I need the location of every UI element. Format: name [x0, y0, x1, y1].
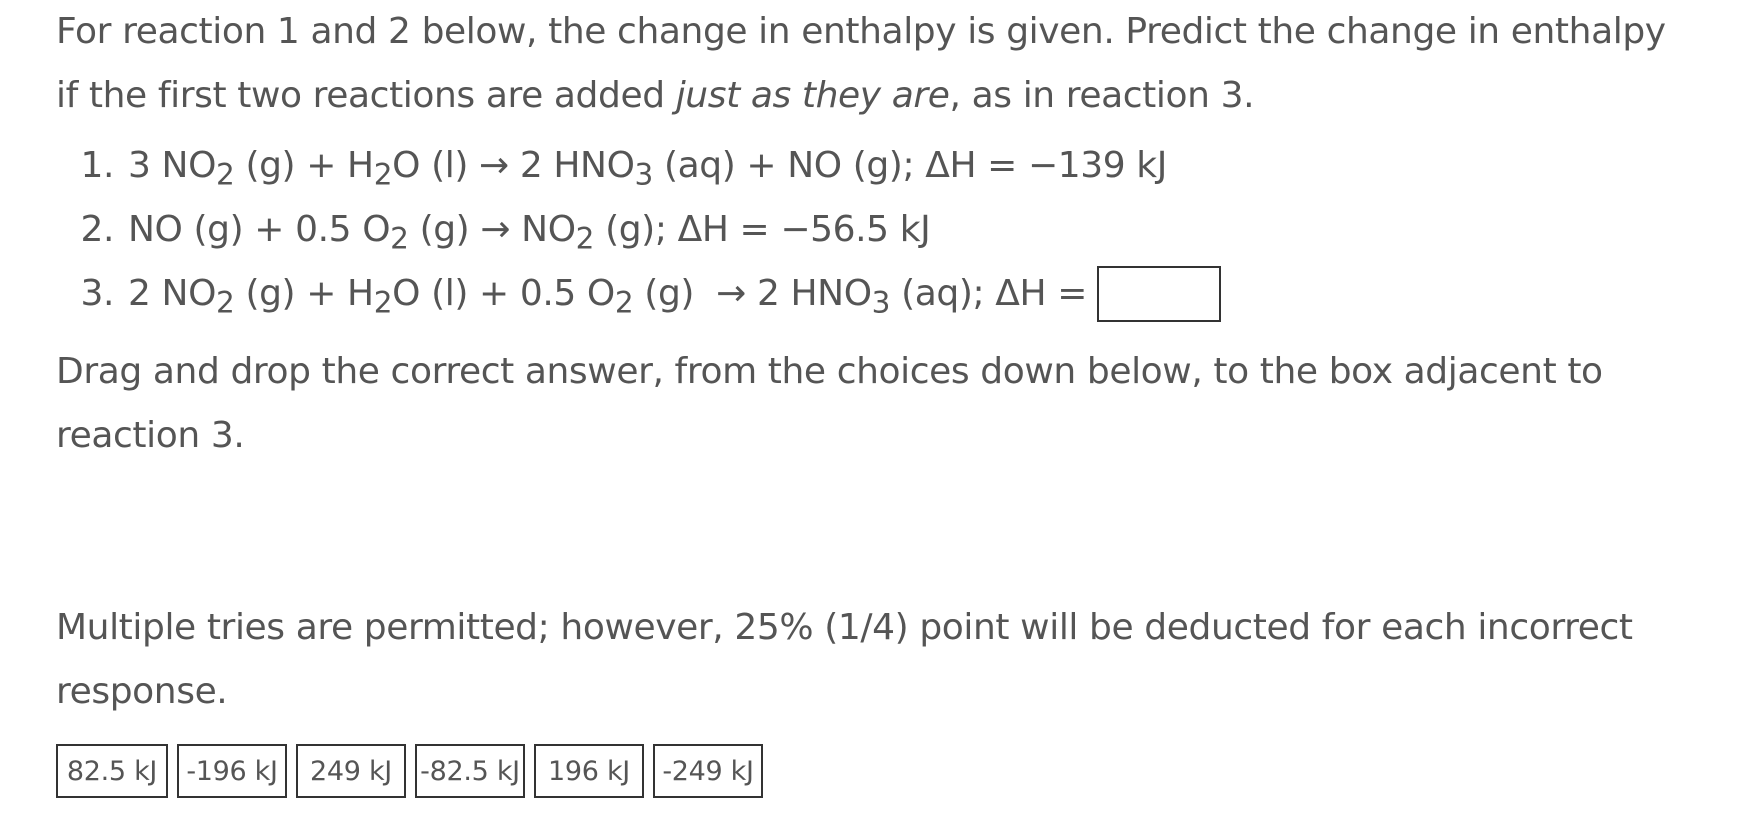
answer-choice[interactable]: 196 kJ	[534, 744, 644, 798]
reaction-number: 3.	[80, 273, 114, 314]
reaction-list	[56, 134, 1696, 326]
reaction-item-1	[56, 134, 1696, 198]
intro-text-start: For reaction 1 and 2 below, the change in enthalpy is given. Predict the change in enthalpy if the first two reactions are added	[56, 11, 1666, 116]
reaction-equation: NO (g) + 0.5 $O_2$ $(g) \to NO_2$ (g); ΔH = −56.5 kJ	[128, 209, 931, 256]
answer-choice[interactable]: -82.5 kJ	[415, 744, 525, 798]
reaction-number: 2.	[80, 209, 114, 250]
answer-choices	[56, 744, 763, 798]
answer-choice[interactable]: -196 kJ	[177, 744, 287, 798]
subscript: 2	[575, 221, 595, 256]
subscript: 2	[216, 285, 235, 320]
tries-note: Multiple tries are permitted; however, 25% (1/4) point will be deducted for each incorrect response.	[56, 607, 1633, 712]
subscript: 2	[614, 285, 634, 320]
answer-choice[interactable]: 249 kJ	[296, 744, 406, 798]
intro-emphasis: just as they are	[675, 75, 950, 116]
subscript: 2	[390, 221, 409, 256]
subscript: 2	[373, 285, 393, 320]
reaction-item-2	[56, 198, 1696, 262]
question-content	[56, 0, 1696, 787]
subscript: 3	[634, 157, 653, 192]
reaction-equation: 3 $NO_2$ $(g) + H_2O$ (l) → 2 $HNO_3$ (aq) + NO (g); ΔH = −139 kJ	[128, 145, 1167, 192]
reaction-number: 1.	[80, 145, 114, 186]
drag-instructions: Drag and drop the correct answer, from the choices down below, to the box adjacent to reaction 3.	[56, 351, 1603, 456]
answer-choice[interactable]: -249 kJ	[653, 744, 763, 798]
subscript: 2	[216, 157, 235, 192]
intro-text-end: , as in reaction 3.	[949, 75, 1255, 116]
reaction-equation: 2 $NO_2$ $(g) + H_2O$ (l) + 0.5 $O_2$ (g) → 2 $HNO_3$ (aq); ΔH =	[128, 273, 1087, 320]
reaction-item-3	[56, 262, 1696, 326]
question-intro	[56, 0, 1696, 128]
subscript: 3	[871, 285, 891, 320]
answer-drop-box[interactable]	[1097, 266, 1221, 322]
subscript: 2	[373, 157, 393, 192]
answer-choice[interactable]: 82.5 kJ	[56, 744, 168, 798]
